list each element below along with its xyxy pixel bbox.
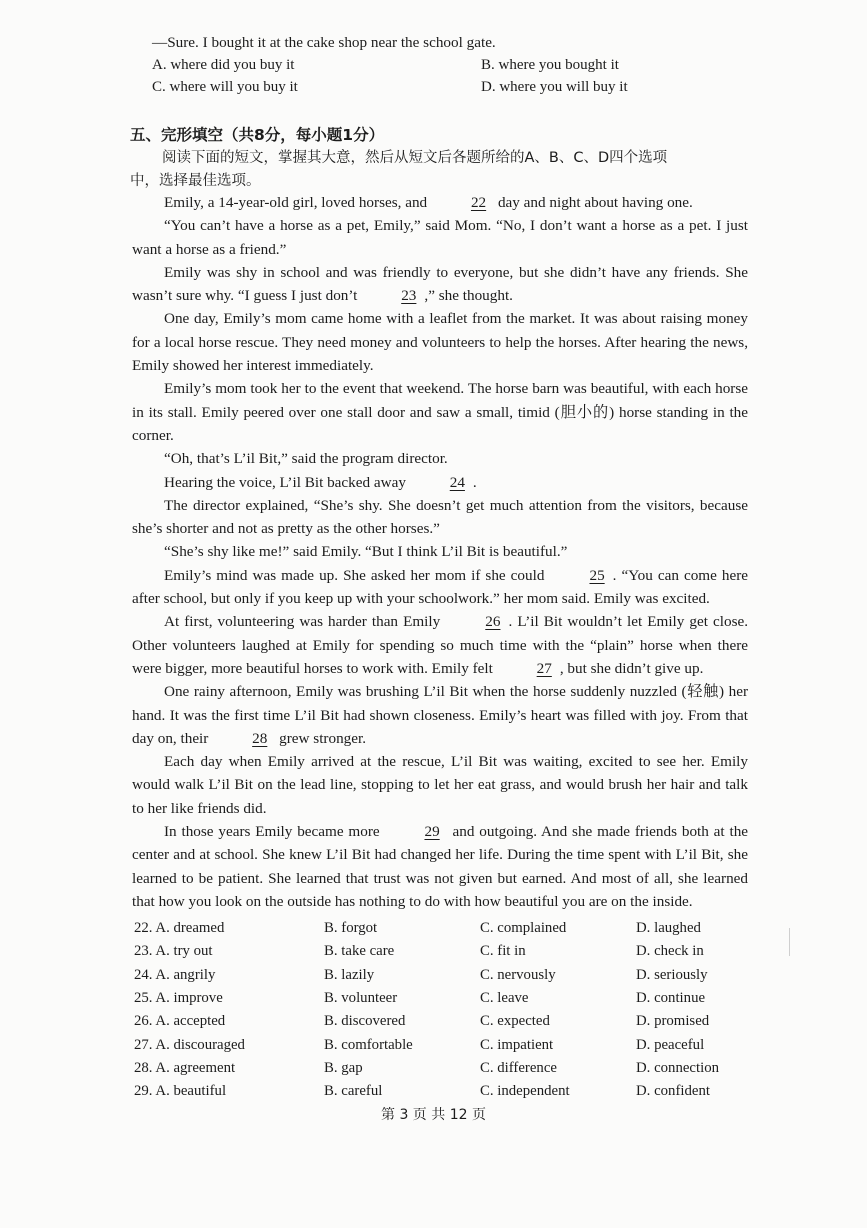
passage-paragraph: One rainy afternoon, Emily was brushing L’il Bit when the horse suddenly nuzzled (轻触) her hand. It was the first time L’il Bit had shown closeness. Emily’s heart was filled with joy. From that day on, their 28 grew stronger. bbox=[132, 680, 748, 750]
passage-paragraph: The director explained, “She’s shy. She doesn’t get much attention from the visitors, because she’s shorter and not as pretty as the other horses.” bbox=[132, 496, 748, 538]
section-heading: 五、完形填空（共8分，每小题1分） bbox=[130, 126, 385, 144]
passage-paragraph: Hearing the voice, L’il Bit backed away 24 . bbox=[132, 471, 748, 494]
section-instruction-1: 阅读下面的短文，掌握其大意，然后从短文后各题所给的A、B、C、D四个选项 bbox=[162, 150, 668, 166]
question-row-26: 26. A. accepted B. discovered C. expected D. promised bbox=[134, 1013, 710, 1030]
passage-paragraph: Each day when Emily arrived at the rescue, L’il Bit was waiting, excited to see her. Emily would walk L’il Bit on the lead line, stopping to let her eat grass, and would brush her hair and talk to her like friends did. bbox=[132, 753, 748, 817]
blank-23: 23 bbox=[401, 287, 417, 305]
question-row-24: 24. A. angrily B. lazily C. nervously D. seriously bbox=[134, 966, 708, 983]
option-a: A. where did you buy it bbox=[152, 57, 295, 73]
page-number: 第 3 页 共 12 页 bbox=[381, 1107, 486, 1123]
dialogue-answer-line: —Sure. I bought it at the cake shop near the school gate. bbox=[152, 34, 496, 51]
passage-paragraph: Emily’s mind was made up. She asked her mom if she could 25 . “You can come here after school, but only if you keep up with your schoolwork.” her mom said. Emily was excited. bbox=[132, 564, 748, 611]
passage-paragraph: At first, volunteering was harder than Emily 26 . L’il Bit wouldn’t let Emily get close. Other volunteers laughed at Emily for spending so much time with the “plain” horse when there were bigger, more beautiful horses to work with. Emily felt 27 , but she didn’t give up. bbox=[132, 610, 748, 680]
blank-25: 25 bbox=[589, 566, 605, 584]
question-row-25: 25. A. improve B. volunteer C. leave D. continue bbox=[134, 990, 706, 1007]
option-c: C. where will you buy it bbox=[152, 79, 298, 95]
passage-paragraph: One day, Emily’s mom came home with a leaflet from the market. It was about raising money for a local horse rescue. They need money and volunteers to help the horses. After hearing the news, Emily showed her interest immediately. bbox=[132, 310, 748, 375]
blank-22: 22 bbox=[470, 194, 487, 211]
question-row-27: 27. A. discouraged B. comfortable C. impatient D. peaceful bbox=[134, 1036, 705, 1053]
question-row-28: 28. A. agreement B. gap C. difference D. connection bbox=[134, 1059, 720, 1076]
option-b: B. where you bought it bbox=[481, 57, 619, 73]
passage-paragraph: “You can’t have a horse as a pet, Emily,” said Mom. “No, I don’t want a horse as a pet. I just want a horse as a friend.” bbox=[132, 217, 748, 258]
cloze-passage bbox=[132, 191, 748, 913]
passage-paragraph: “Oh, that’s L’il Bit,” said the program director. bbox=[164, 450, 448, 468]
question-row-22: 22. A. dreamed B. forgot C. complained D. laughed bbox=[134, 920, 701, 937]
blank-29: 29 bbox=[424, 823, 440, 841]
passage-paragraph: In those years Emily became more 29 and outgoing. And she made friends both at the center and at school. She knew L’il Bit had changed her life. During the time spent with L’il Bit, she learned to be patient. She learned that trust was not given but earned. And most of all, she learned that how you look on the outside has nothing to do with how beautiful you are on the inside. bbox=[132, 820, 748, 913]
answer-options bbox=[134, 917, 754, 1103]
blank-26: 26 bbox=[485, 613, 501, 631]
passage-paragraph: Emily’s mom took her to the event that weekend. The horse barn was beautiful, with each horse in its stall. Emily peered over one stall door and saw a small, timid (胆小的) horse standing in the corner. bbox=[132, 380, 748, 444]
blank-28: 28 bbox=[252, 729, 268, 747]
passage-paragraph: Emily, a 14-year-old girl, loved horses, and 22 day and night about having one. bbox=[132, 191, 748, 214]
passage-paragraph: Emily was shy in school and was friendly to everyone, but she didn’t have any friends. She wasn’t sure why. “I guess I just don’t 23 ,” she thought. bbox=[132, 261, 748, 308]
question-row-23: 23. A. try out B. take care C. fit in D. check in bbox=[134, 943, 704, 960]
section-instruction-2: 中，选择最佳选项。 bbox=[130, 173, 261, 189]
blank-24: 24 bbox=[449, 473, 465, 491]
question-row-29: 29. A. beautiful B. careful C. independent D. confident bbox=[134, 1083, 710, 1100]
blank-27: 27 bbox=[536, 659, 552, 677]
scan-mark bbox=[789, 928, 790, 956]
option-d: D. where you will buy it bbox=[481, 79, 628, 95]
passage-paragraph: “She’s shy like me!” said Emily. “But I think L’il Bit is beautiful.” bbox=[164, 543, 568, 561]
